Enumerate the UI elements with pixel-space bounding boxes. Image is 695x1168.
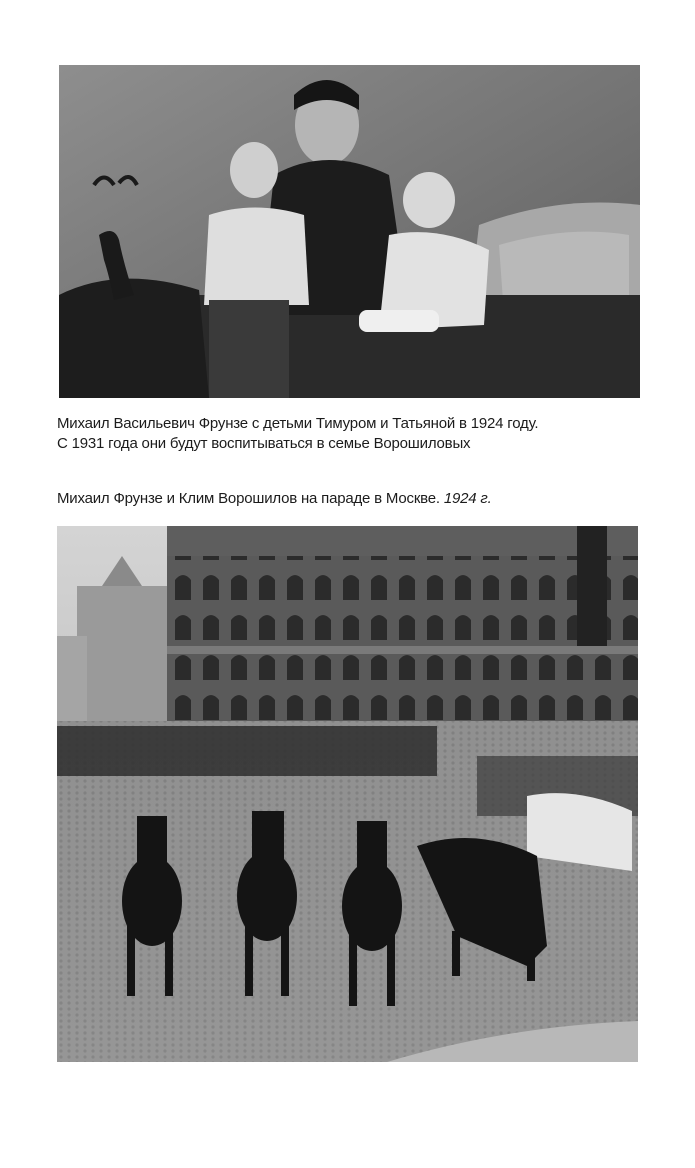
family-photo xyxy=(59,65,640,398)
caption-line-2: С 1931 года они будут воспитываться в семье Ворошиловых xyxy=(57,435,471,452)
family-photo-caption xyxy=(57,414,657,454)
caption-line-1: Михаил Васильевич Фрунзе с детьми Тимуром и Татьяной в 1924 году. xyxy=(57,415,539,432)
caption-date: 1924 г. xyxy=(443,490,492,507)
parade-photo-caption xyxy=(57,489,657,509)
parade-photo xyxy=(57,526,638,1062)
caption-text: Михаил Фрунзе и Клим Ворошилов на параде в Москве. xyxy=(57,490,440,507)
